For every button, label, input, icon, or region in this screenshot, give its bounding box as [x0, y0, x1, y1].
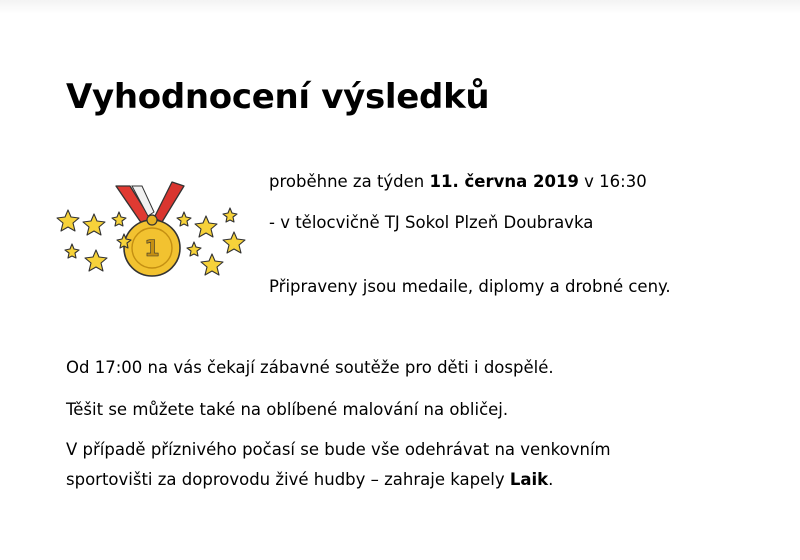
weather-text-prefix: sportovišti za doprovodu živé hudby – zahraje kapely	[66, 470, 505, 489]
top-strip	[0, 0, 800, 14]
weather-text-line1: V případě příznivého počasí se bude vše odehrávat na venkovním	[66, 440, 611, 459]
star-icon	[195, 216, 217, 237]
page-title: Vyhodnocení výsledků	[66, 77, 490, 117]
star-icon	[201, 254, 223, 275]
medal-illustration	[54, 176, 254, 286]
event-date: 11. června 2019	[429, 172, 579, 191]
weather-text-line2	[66, 469, 553, 491]
medal-number: 1	[144, 237, 160, 262]
star-icon	[57, 210, 79, 231]
event-time: v 16:30	[584, 172, 647, 191]
event-location: - v tělocvičně TJ Sokol Plzeň Doubravka	[269, 213, 594, 232]
star-icon	[223, 208, 237, 222]
star-icon	[223, 232, 245, 253]
gold-medal-icon	[124, 215, 180, 276]
prizes-text: Připraveny jsou medaile, diplomy a drobné ceny.	[269, 277, 671, 296]
star-icon	[112, 212, 126, 226]
weather-text-suffix: .	[548, 470, 554, 489]
competitions-text: Od 17:00 na vás čekají zábavné soutěže pro děti i dospělé.	[66, 358, 554, 377]
event-date-line	[269, 171, 647, 193]
face-painting-text: Těšit se můžete také na oblíbené malování na obličej.	[66, 400, 509, 419]
star-icon	[65, 244, 79, 258]
star-icon	[187, 242, 201, 256]
event-date-prefix: proběhne za týden	[269, 172, 425, 191]
star-icon	[177, 212, 191, 226]
star-icon	[85, 250, 107, 271]
star-icon	[83, 214, 105, 235]
band-name: Laik	[509, 470, 549, 489]
